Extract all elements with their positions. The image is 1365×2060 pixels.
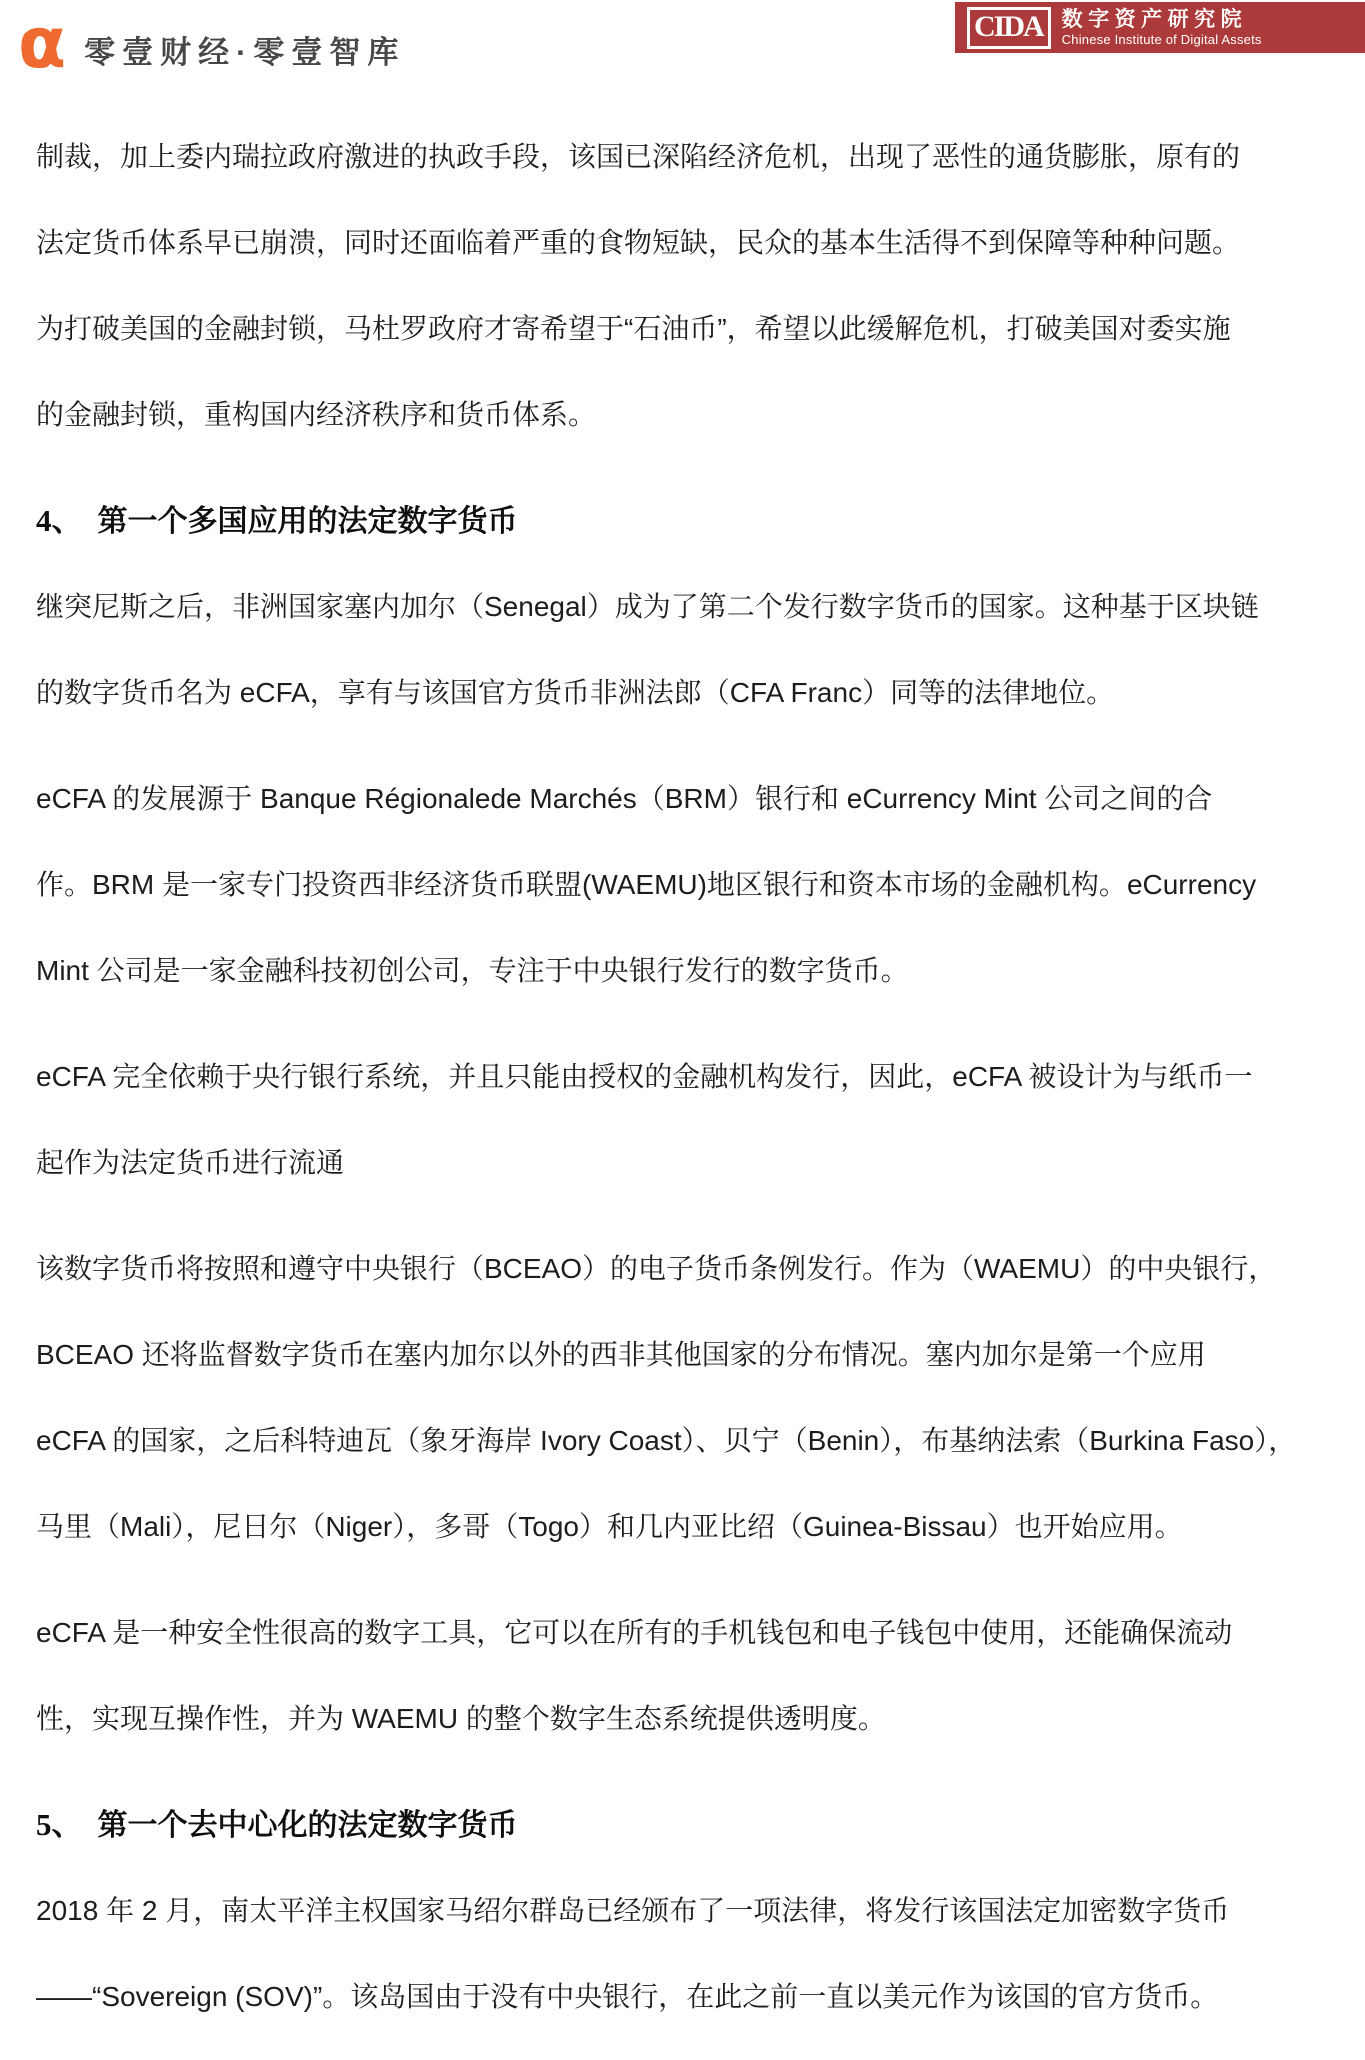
text-line: eCFA 的发展源于 Banque Régionalede Marchés（BRM）银行和 eCurrency Mint 公司之间的合: [36, 783, 1213, 814]
text-line: 法定货币体系早已崩溃，同时还面临着严重的食物短缺，民众的基本生活得不到保障等种种问题。: [36, 227, 1241, 258]
cida-name-cn: 数字资产研究院: [1061, 8, 1248, 31]
paragraph: [36, 1590, 1335, 1762]
text-line: 制裁，加上委内瑞拉政府激进的执政手段，该国已深陷经济危机，出现了恶性的通货膨胀，原有的: [36, 141, 1241, 172]
heading-number: 4、: [36, 503, 83, 538]
text-line: 性，实现互操作性，并为 WAEMU 的整个数字生态系统提供透明度。: [36, 1703, 886, 1734]
text-line: 为打破美国的金融封锁，马杜罗政府才寄希望于“石油币”，希望以此缓解危机，打破美国对委实施: [36, 313, 1231, 344]
left-logo-text: 零壹财经·零壹智库: [84, 34, 406, 70]
text-line: 的数字货币名为 eCFA，享有与该国官方货币非洲法郎（CFA Franc）同等的法律地位。: [36, 677, 1115, 708]
text-line: 马里（Mali），尼日尔（Niger），多哥（Togo）和几内亚比绍（Guinea-Bissau）也开始应用。: [36, 1511, 1183, 1542]
paragraph: [36, 114, 1335, 458]
cida-banner: [955, 2, 1365, 53]
heading-text: 第一个多国应用的法定数字货币: [97, 505, 518, 538]
paragraph: [36, 756, 1335, 1014]
paragraph: [36, 564, 1335, 736]
heading-number: 5、: [36, 1807, 83, 1842]
text-line: 该数字货币将按照和遵守中央银行（BCEAO）的电子货币条例发行。作为（WAEMU）的中央银行，: [36, 1253, 1277, 1284]
section-heading: [36, 1782, 1335, 1868]
left-logo: [18, 2, 406, 84]
document-body: [36, 114, 1335, 2060]
text-line: ——“Sovereign (SOV)”。该岛国由于没有中央银行，在此之前一直以美元作为该国的官方货币。: [36, 1981, 1219, 2012]
text-line: eCFA 的国家，之后科特迪瓦（象牙海岸 Ivory Coast）、贝宁（Benin），布基纳法索（Burkina Faso），: [36, 1425, 1297, 1456]
paragraph: [36, 1868, 1335, 2040]
text-line: 继突尼斯之后，非洲国家塞内加尔（Senegal）成为了第二个发行数字货币的国家。这种基于区块链: [36, 591, 1259, 622]
text-line: 作。BRM 是一家专门投资西非经济货币联盟(WAEMU)地区银行和资本市场的金融机构。eCurrency: [36, 869, 1257, 900]
text-line: BCEAO 还将监督数字货币在塞内加尔以外的西非其他国家的分布情况。塞内加尔是第一个应用: [36, 1339, 1206, 1370]
cida-name-en: Chinese Institute of Digital Assets: [1061, 32, 1262, 47]
cida-logo: CIDA: [967, 7, 1051, 49]
text-line: eCFA 是一种安全性很高的数字工具，它可以在所有的手机钱包和电子钱包中使用，还能确保流动: [36, 1617, 1233, 1648]
paragraph: [36, 1034, 1335, 1206]
section-heading: [36, 478, 1335, 564]
text-line: 2018 年 2 月，南太平洋主权国家马绍尔群岛已经颁布了一项法律，将发行该国法定加密数字货币: [36, 1895, 1230, 1926]
paragraph: [36, 1226, 1335, 1570]
heading-text: 第一个去中心化的法定数字货币: [97, 1809, 518, 1842]
cida-banner-text: [1062, 8, 1262, 47]
alpha-logo-icon: α: [18, 2, 67, 84]
text-line: 起作为法定货币进行流通: [36, 1147, 345, 1178]
text-line: eCFA 完全依赖于央行银行系统，并且只能由授权的金融机构发行，因此，eCFA 被设计为与纸币一: [36, 1061, 1253, 1092]
text-line: 的金融封锁，重构国内经济秩序和货币体系。: [36, 399, 597, 430]
text-line: Mint 公司是一家金融科技初创公司，专注于中央银行发行的数字货币。: [36, 955, 909, 986]
